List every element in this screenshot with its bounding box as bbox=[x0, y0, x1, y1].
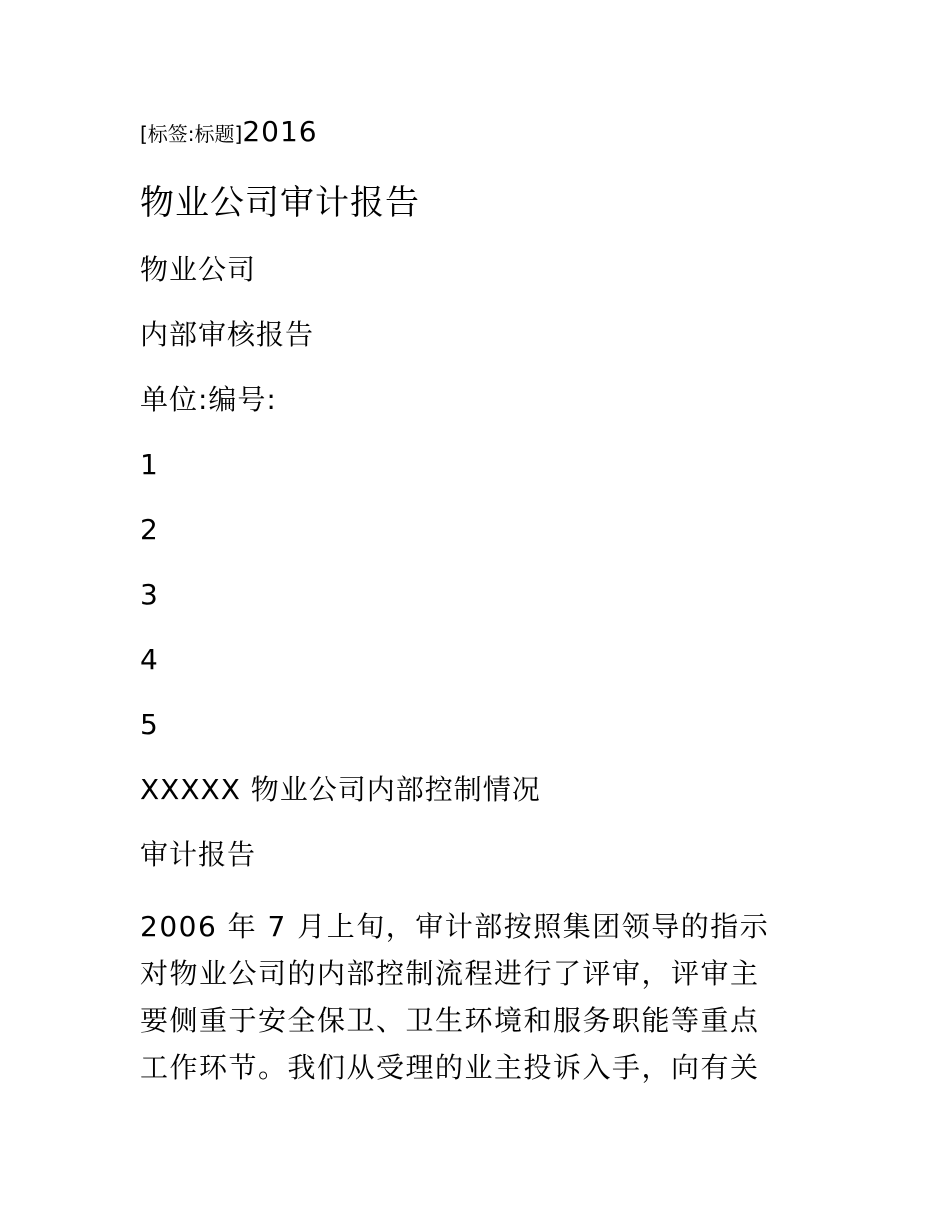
document-title: 物业公司审计报告 bbox=[140, 183, 420, 223]
report-name: 内部审核报告 bbox=[140, 318, 315, 351]
paragraph-line: 要侧重于安全保卫、卫生环境和服务职能等重点 bbox=[140, 1004, 760, 1037]
unit-number-label: 单位:编号: bbox=[140, 383, 277, 416]
paragraph-line: 2006 年 7 月上旬，审计部按照集团领导的指示 bbox=[140, 910, 770, 943]
tag-year: 2016 bbox=[242, 115, 318, 148]
paragraph-line: 对物业公司的内部控制流程进行了评审，评审主 bbox=[140, 957, 760, 990]
tag-line bbox=[140, 115, 318, 148]
list-number: 5 bbox=[140, 708, 159, 741]
paragraph-line: 工作环节。我们从受理的业主投诉入手，向有关 bbox=[140, 1051, 760, 1084]
section-heading: XXXXX 物业公司内部控制情况 bbox=[140, 773, 541, 806]
list-number: 2 bbox=[140, 513, 159, 546]
list-number: 4 bbox=[140, 643, 159, 676]
tag-label: [标签:标题] bbox=[140, 122, 243, 146]
body-paragraph bbox=[140, 903, 810, 1091]
list-number: 3 bbox=[140, 578, 159, 611]
section-subheading: 审计报告 bbox=[140, 838, 257, 871]
company-name: 物业公司 bbox=[140, 253, 257, 286]
list-number: 1 bbox=[140, 448, 159, 481]
